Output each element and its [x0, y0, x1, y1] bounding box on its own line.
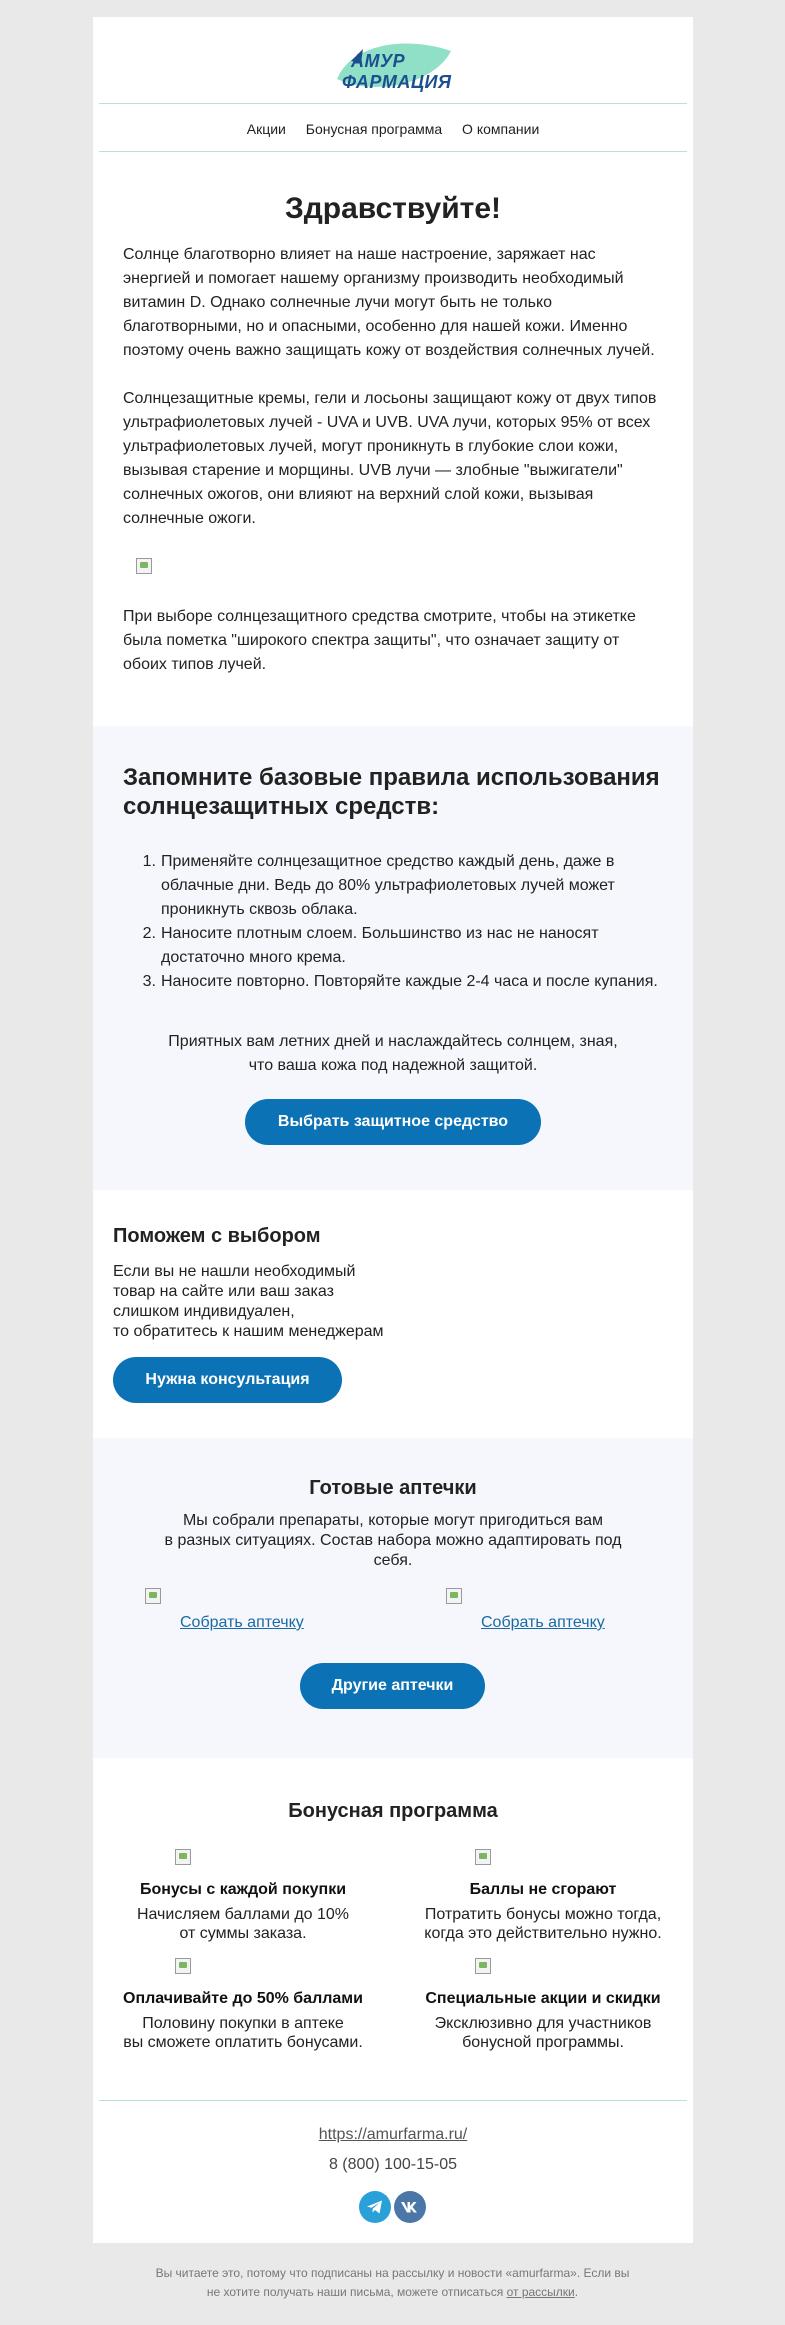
- list-number: 2.: [142, 925, 156, 942]
- text-line: когда это действительно нужно.: [424, 1925, 662, 1942]
- text-line: Наносите повторно. Повторяйте каждые 2-4 часа и после купания.: [161, 973, 658, 990]
- text-line: благотворными, но и опасными, особенно для нашей кожи. Именно: [123, 318, 628, 335]
- text-line: Если вы не нашли необходимый: [113, 1263, 356, 1280]
- closing-text: [93, 1030, 693, 1078]
- broken-image-icon: [175, 1958, 191, 1974]
- text-line: Наносите плотным слоем. Большинство из нас не наносят: [161, 925, 599, 942]
- text-line: проникнуть сквозь облака.: [161, 901, 358, 918]
- text-line: ультрафиолетовых лучей - UVA и UVB. UVA лучи, которых 95% от всех: [123, 414, 651, 431]
- text-line: вызывая старение и морщины. UVB лучи — злобные "выжигатели": [123, 462, 623, 479]
- nav-item-about[interactable]: О компании: [462, 121, 540, 137]
- text-line: Солнце благотворно влияет на наше настроение, заряжает нас: [123, 246, 596, 263]
- list-item: [123, 970, 668, 994]
- logo-text-line1: АМУР: [351, 51, 406, 71]
- phone-number: 8 (800) 100-15-05: [328, 2156, 458, 2173]
- text-line: была пометка "широкого спектра защиты", что означает защиту от: [123, 632, 620, 649]
- broken-image-icon: [145, 1588, 161, 1604]
- choose-protection-button[interactable]: Выбрать защитное средство: [245, 1099, 541, 1145]
- broken-image-icon: [175, 1849, 191, 1865]
- divider: [99, 103, 687, 104]
- bonus-item-description: [393, 2014, 693, 2052]
- text-line: Приятных вам летних дней и наслаждайтесь солнцем, зная,: [168, 1033, 618, 1050]
- bonus-heading: Бонусная программа: [288, 1800, 498, 1822]
- text-line: облачные дни. Ведь до 80% ультрафиолетовых лучей может: [161, 877, 615, 894]
- unsubscribe-link[interactable]: от рассылки: [506, 2285, 575, 2299]
- bonus-item-title: Специальные акции и скидки: [425, 1990, 661, 2007]
- bonus-item-description: [93, 1905, 393, 1943]
- text-line: слишком индивидуален,: [113, 1303, 295, 1320]
- divider: [99, 2100, 687, 2101]
- top-nav: [93, 121, 693, 137]
- intro-paragraph-1: [123, 243, 663, 363]
- bonus-item-title: Бонусы с каждой покупки: [139, 1881, 347, 1898]
- list-number: 1.: [142, 853, 156, 870]
- greeting-heading: Здравствуйте!: [284, 192, 502, 225]
- help-text: [113, 1262, 384, 1342]
- text-line: Солнцезащитные кремы, гели и лосьоны защищают кожу от двух типов: [123, 390, 657, 407]
- text-line: энергией и помогает нашему организму производить необходимый: [123, 270, 624, 287]
- text-fragment: .: [574, 2285, 579, 2299]
- text-line: от суммы заказа.: [179, 1925, 307, 1942]
- rules-heading: [123, 763, 663, 821]
- list-item: [123, 922, 668, 970]
- text-line: товар на сайте или ваш заказ: [113, 1283, 334, 1300]
- list-number: 3.: [142, 973, 156, 990]
- text-line: что ваша кожа под надежной защитой.: [248, 1057, 538, 1074]
- text-line: витамин D. Однако солнечные лучи могут быть не только: [123, 294, 553, 311]
- intro-paragraph-3: [123, 605, 663, 677]
- broken-image-icon: [136, 558, 152, 574]
- text-line: Вы читаете это, потому что подписаны на рассылку и новости «amurfarma». Если вы: [155, 2266, 630, 2280]
- text-line: себя.: [373, 1552, 413, 1569]
- text-line: [0, 2283, 785, 2302]
- unsubscribe-note: [0, 2264, 785, 2302]
- website-link[interactable]: https://amurfarma.ru/: [318, 2126, 468, 2143]
- bonus-item: [393, 1849, 693, 1943]
- text-line: При выборе солнцезащитного средства смотрите, чтобы на этикетке: [123, 608, 636, 625]
- broken-image-icon: [475, 1849, 491, 1865]
- divider: [99, 151, 687, 152]
- logo-text-line2: ФАРМАЦИЯ: [342, 72, 452, 92]
- broken-image-icon: [475, 1958, 491, 1974]
- email-body: [93, 17, 693, 2243]
- bonus-item: [393, 1958, 693, 2052]
- text-line: поэтому очень важно защищать кожу от воздействия солнечных лучей.: [123, 342, 655, 359]
- bonus-item-title: Оплачивайте до 50% баллами: [123, 1990, 363, 2007]
- nav-item-promotions[interactable]: Акции: [246, 121, 286, 137]
- bonus-item-description: [393, 1905, 693, 1943]
- kits-heading: Готовые аптечки: [309, 1477, 477, 1499]
- nav-item-bonus-program[interactable]: Бонусная программа: [305, 121, 443, 137]
- text-line: бонусной программы.: [462, 2034, 624, 2051]
- assemble-kit-link-right[interactable]: Собрать аптечку: [481, 1614, 605, 1631]
- intro-paragraph-2: [123, 387, 663, 531]
- text-line: обоих типов лучей.: [123, 656, 267, 673]
- telegram-icon[interactable]: [359, 2191, 391, 2223]
- heading-line: солнцезащитных средств:: [123, 793, 440, 820]
- bonus-item-title: Баллы не сгорают: [469, 1881, 617, 1898]
- bonus-item: [93, 1958, 393, 2052]
- text-line: солнечных ожогов, они влияют на верхний слой кожи, вызывая: [123, 486, 594, 503]
- consultation-button[interactable]: Нужна консультация: [113, 1357, 342, 1403]
- text-line: вы сможете оплатить бонусами.: [123, 2034, 363, 2051]
- bonus-item-description: [93, 2014, 393, 2052]
- text-line: Потратить бонусы можно тогда,: [424, 1906, 662, 1923]
- text-line: Половину покупки в аптеке: [142, 2015, 344, 2032]
- text-line: Эксклюзивно для участников: [434, 2015, 652, 2032]
- broken-image-icon: [446, 1588, 462, 1604]
- text-line: достаточно много крема.: [161, 949, 346, 966]
- text-line: то обратитесь к нашим менеджерам: [113, 1323, 384, 1340]
- vk-icon[interactable]: [394, 2191, 426, 2223]
- kits-description: [93, 1511, 693, 1571]
- text-line: Мы собрали препараты, которые могут пригодиться вам: [182, 1512, 604, 1529]
- text-line: Применяйте солнцезащитное средство каждый день, даже в: [161, 853, 615, 870]
- logo[interactable]: [93, 27, 693, 99]
- list-item: [123, 850, 668, 922]
- rules-list: [123, 850, 668, 994]
- text-line: Начисляем баллами до 10%: [136, 1906, 350, 1923]
- text-line: в разных ситуациях. Состав набора можно адаптировать под: [164, 1532, 622, 1549]
- text-line: ультрафиолетовых лучей, могут проникнуть в глубокие слои кожи,: [123, 438, 619, 455]
- text-line: солнечные ожоги.: [123, 510, 256, 527]
- assemble-kit-link-left[interactable]: Собрать аптечку: [180, 1614, 304, 1631]
- help-heading: Поможем с выбором: [113, 1225, 321, 1247]
- heading-line: Запомните базовые правила использования: [123, 764, 660, 791]
- bonus-item: [93, 1849, 393, 1943]
- other-kits-button[interactable]: Другие аптечки: [300, 1663, 485, 1709]
- text-fragment: не хотите получать наши письма, можете отписаться: [206, 2285, 507, 2299]
